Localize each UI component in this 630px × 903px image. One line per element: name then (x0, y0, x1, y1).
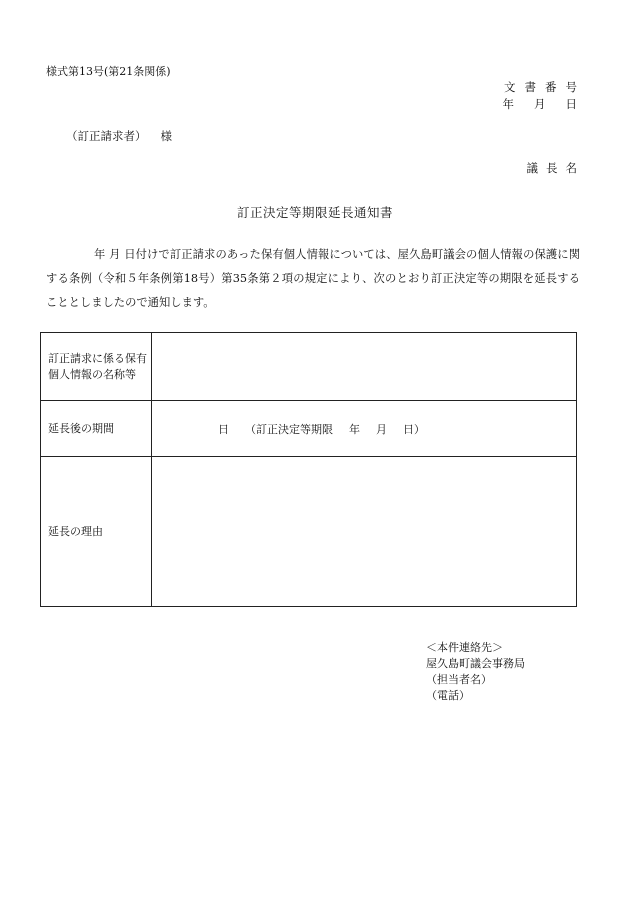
contact-office: 屋久島町議会事務局 (426, 657, 525, 670)
document-title: 訂正決定等期限延長通知書 (236, 205, 393, 220)
recipient-label: （訂正請求者） (66, 129, 147, 143)
document-date (503, 99, 578, 111)
reason-label: 延長の理由 (41, 457, 152, 607)
row-extension-reason (41, 457, 577, 607)
period-month: 月 (376, 422, 387, 436)
period-label: 延長後の期間 (41, 401, 152, 457)
info-table (40, 332, 577, 607)
document-number-label: 文書番号 (504, 80, 586, 94)
period-year: 年 (349, 422, 360, 436)
contact-heading: ＜本件連絡先＞ (426, 641, 503, 654)
date-month: 月 (534, 97, 546, 111)
contact-person: （担当者名） (426, 673, 492, 686)
row-extended-period (41, 401, 577, 457)
contact-block (426, 640, 525, 704)
target-label: 訂正請求に係る保有個人情報の名称等 (41, 333, 152, 401)
period-day-close: 日） (403, 422, 425, 436)
date-year: 年 (502, 97, 514, 111)
recipient (66, 131, 172, 143)
row-target-info (41, 333, 577, 401)
form-number: 様式第13号(第21条関係) (46, 65, 171, 78)
date-day: 日 (565, 97, 577, 111)
reason-value-cell (152, 457, 577, 607)
period-day: 日 (218, 422, 229, 436)
contact-phone: （電話） (426, 689, 470, 702)
sender-chairman-name: 議長名 (526, 161, 585, 175)
target-value-cell (152, 333, 577, 401)
body-text: 年 月 日付けで訂正請求のあった保有個人情報については、屋久島町議会の個人情報の保護に関する条例（令和５年条例第18号）第35条第２項の規定により、次のとおり訂正決定等の期限を延長することとしましたので通知します。 (46, 248, 580, 309)
period-deadline-label: （訂正決定等期限 (245, 422, 333, 436)
period-value-cell (152, 401, 577, 457)
recipient-honorific: 様 (160, 129, 172, 143)
